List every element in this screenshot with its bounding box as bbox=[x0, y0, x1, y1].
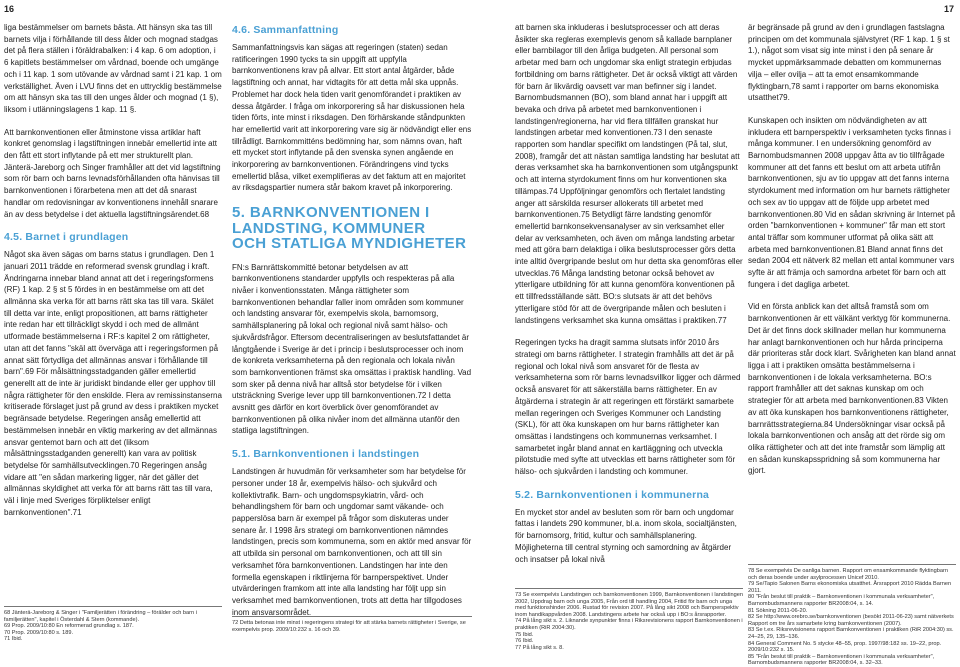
column-2 bbox=[232, 22, 472, 646]
chapter-heading bbox=[232, 205, 472, 252]
body-paragraph: Något ska även sägas om barns status i grundlagen. Den 1 januari 2011 trädde en reformerad svensk grundlag i kraft. Ändringarna innebar bland annat att det i regeringsformens (RF) 1 kap. 2 § st 5 fördes in en bestämmelse om att det allmänna ska verka för att barns rätt ska tas till vara. Skälet till detta var inte, enligt propositionen, att barns rättigheter inte redan har ett tillräckligt skydd i och med de allmänt utformade bestämmelserna i RF:s kapitel 2 om rättigheter, utan att det fanns "skäl att överväga att i regeringsformen på annat sätt förtydliga det allmännas ansvar i förhållande till barn".69 För målsättningsstadganden gäller emellertid generellt att de inte är juridiskt bindande eller ger upphov till några rättigheter för den enskilde. Flera av remissinstanserna kritiserade förslaget just på grund av dess i praktiken mycket begränsade betydelse. Regeringen ansåg emellertid att bestämmelsen innebär en viktig markering av det allmännas ansvar gentemot barn och att det (liksom målsättningsstadganden generellt) kan vara av politisk betydelse för samhällsutvecklingen.70 Regeringen ansåg vidare att "en sådan markering ligger, när det gäller det allmännas skyldighet att verka för att barns rätt tas till vara, väl i linje med Sveriges förpliktelser enligt barnkonventionen".71 bbox=[4, 250, 222, 517]
body-paragraph: Vid en första anblick kan det alltså framstå som om barnkonventionen är ett välkänt verktyg för kommunerna. Det är det finns dock skillnader mellan hur kommunerna har anlagt barnkonventionen och hur hårda principerna där prioriteras står dock klart. Svårigheten kan bland annat ligga i att i praktiken omsätta bestämmelserna i barnkonventionen i de lokala verksamheterna. BO:s rapport framhåller att det saknas kunskap om och strategier för att arbeta med barnkonventionen.83 Vikten av att öka kunskapen hos barnkonventionens rättigheter, barnrättsstrategierna.84 Undersökningar visar också på lokala barnkonventionen och ansåg att det rörde sig om olika rättigheter och att det inte framstår som lämplig att en sådan kunskapsspridning så som kommunerna har gjort. bbox=[748, 302, 956, 476]
footnote: 76 Ibid. bbox=[515, 638, 534, 645]
footnotes bbox=[232, 616, 472, 633]
footnote: 68 Jänterä-Jareborg & Singer i "Familjerätten i förändring – förälder och barn i familjerätten", kapitel i Österdahl & Stern (kommande). bbox=[4, 610, 197, 623]
chapter-heading-line: LANDSTING, KOMMUNER bbox=[232, 219, 426, 237]
footnote: 85 "Från beslut till praktik – Barnkonventionen i kommunala verksamheter", Barnombudsmannens rapporter BR2008:04, s. 32–33. bbox=[748, 653, 935, 667]
body-paragraph: FN:s Barnrättskommitté betonar betydelsen av att barnkonventionens standarder uppfylls och respekteras på alla nivåer i konventionsstaten. Många rättigheter som barnkonventionen behandlar faller inom områden som kommuner och landsting ansvarar för, exempelvis skola, barnomsorg, samhällsplanering på lokal och regional nivå samt hälso- och sjukvårdsfrågor. Eftersom decentraliseringen av beslutsfattandet är långtgående i Sverige är det i princip i beslutsprocesser och inom de konkreta verksamheterna på den regionala och lokala nivån som barnkonventionen främst ska omsättas i praktisk handling. Vad som sker på denna nivå har alltså stor betydelse för i vilken utsträckning Sverige lever upp till barnkonventionen.72 I detta avsnitt ges därför en kort överblick över genomförandet av barnkonventionen på olika nivåer inom det allmänna utanför den statliga lagstiftningen. bbox=[232, 262, 472, 436]
body-paragraph: Landstingen är huvudmän för verksamheter som har betydelse för personer under 18 år, exempelvis hälso- och sjukvård och kollektivtrafik. Barn- och ungdomspsykiatrin, vård- och behandlingshem för barn och ungdomar samt väkande- och papperslösa barn är exempel på frågor som diskuteras under senare år. I 1998 års strategi om barnkonventionen nämndes landstingen, precis som kommunerna, som en aktör med ansvar för att utbilda sin personal om barnkonventionen, och att till sin verksamhet föra barnkonventionen. Landstingen har inte den formella egenskapen i riktlinjerna för barnperspektivet. Under utvärderingen framkom att inte alla landsting har följt upp sin verksamhet med barnkonventionen, trots att detta har tillgodoses inom ansvarsområdet. bbox=[232, 467, 472, 617]
chapter-heading-line: 5. BARNKONVENTIONEN I bbox=[232, 204, 430, 222]
page-number: 16 bbox=[4, 4, 15, 14]
body-paragraph: att barnen ska inkluderas i beslutsprocesser och att deras åsikter ska regleras exemplevis genom så kallade barnplaner eller barnbilagor till den årliga budgeten. All personal som arbetar med barn och ungdomar ska enligt strategin erbjudas fortbildning om barns rättigheter. Det är också viktigt att värden för barn är likvärdig oavsett var man befinner sig i landet. Barnombudsmannen (BO), som bland annat har i uppgift att bevaka och driva på arbetet med barnkonventionen i landstingen/regionerna, har vid flera tillfällen granskat hur landstingen arbetar med konventionen.73 I den senaste rapporten som handlar specifikt om landstingen (På tal, slut, 2008), framgår det att nästan samtliga landsting har beslutat att deras verksamhet ska ha barnkonventionen som utgångspunkt och att interna styrdokument finns om hur konventionen ska tillämpas.74 Uppföljningar genomförs och flertalet landsting anger att särskilda resurser allokerats till arbetet med barnkonventionen.75 Betydligt färre landsting genomför emellertid barnkonsekvensanalyser av sin verksamhet eller delar av verksamheten, och även om många landsting arbetar med att göra barn delaktiga i olika beslutsprocesser görs detta inte alltid övergripande beslut om hur detta ska genomföras eller utvecklas.76 Många landsting betonar också behovet av ytterligare utbildning för att kunna genomföra konventionen på ett tillfredsställande sätt. BO:s slutsats är att det behövs ytterligare stöd för att de övergripande målen och besluten i landstingens verksamhet ska kunna omsättas i praktiken.77 bbox=[515, 23, 743, 325]
footnotes bbox=[4, 606, 222, 643]
body-paragraph: Kunskapen och insikten om nödvändigheten av att inkludera ett barnperspektiv i verksamheten tycks finnas i många kommuner. I en undersökning genomförd av Barnombudsmannen 2008 uppgav åtta av tio tillfrågade kommuner att det fanns ett beslut om att arbeta utifrån barnkonventionen, sju av tio uppgav att det fanns interna styrdokument med information om hur barnets rättigheter och sex av tio uppgav att de följde upp arbetet med barnkonventionen.80 Vid en sådan skrivning är Internet på orden "barnkonventionen + kommuner" får man ett stort antal träffar som kommuner utformat på olika sätt att arbeta med barnkonventionen.81 Bland annat finns det sedan 2004 ett nätverk 82 mellan ett antal kommuner vars syfte är att främja och samordna arbetet för barn och att fungera i det dagliga arbetet. bbox=[748, 115, 956, 289]
body-paragraph: Att barnkonventionen eller åtminstone vissa artiklar haft konkret genomslag i lagstiftningen innebär emellertid inte att den fått ett stort inflytande på ett mer strukturellt plan. Jänterä-Jareborg och Singer framhåller att det vid lagstiftning som rör barn och barns levnadsförhållanden ofta hänvisas till barnkonventionen i förarbetena men att det då snarast handlar om redovisningar av konventionens innehåll snarare än av dess betydelse i det aktuella lagstiftningsärendet.68 bbox=[4, 127, 221, 219]
footnote: 79 Se/Tapio Salonen Barns ekonomiska utsatthet. Årsrapport 2010 Rädda Barnen 2011. bbox=[748, 581, 952, 594]
body-paragraph: är begränsade på grund av den i grundlagen fastslagna principen om det kommunala självstyret (RF 1 kap. 1 § st 1.), något som visat sig inte minst i den på senare år mycket uppmärksammade debatten om kommunernas vilja – eller ovilja – att ta emot ensamkommande flyktingbarn,78 samt i rapporter om barns ekonomiska utsatthet79. bbox=[748, 23, 950, 103]
column-4 bbox=[748, 22, 956, 646]
body-paragraph: Sammanfattningsvis kan sägas att regeringen (staten) sedan ratificeringen 1990 tycks ta sin uppgift att uppfylla barnkonventionens krav på allvar. Ett stort antal åtgärder, både lagstiftning och annat, har vidtagits för att detta mål ska uppnås. Problemet har dock hela tiden varit genomförandet i praktiken av dessa åtgärder. I fråga om inkorporering så har diskussionen hela tiden förts, inte minst i riksdagen. Den förhärskande ståndpunkten har emellertid varit att inkorporering vare sig är nödvändigt eller ens tillrådligt. Barnkommitténs bedömning har, som nämns ovan, haft ett mycket stort inflytande på den svenska synen angående en inkorporering av barnkonventionen. Förändringens vind tycks emellertid blåsa, vilket exemplifieras av det faktum att en majoritet av riksdagspartier numera står bakom kravet på inkorporering. bbox=[232, 43, 472, 193]
section-heading: 5.2. Barnkonventionen i kommunerna bbox=[515, 488, 710, 501]
section-heading: 4.5. Barnet i grundlagen bbox=[4, 231, 129, 244]
footnote: 72 Detta betonas inte minst i regeringens strategi för att stärka barnets rättigheter i Sverige, se exempelvis prop. 2009/10:232 s. 16 och 39. bbox=[232, 620, 466, 633]
section-heading: 4.6. Sammanfattning bbox=[232, 24, 339, 36]
footnote: 80 "Från beslut till praktik – Barnkonventionen i kommunala verksamheter", Barnombudsmannens rapporter BR2008:04, s. 14. bbox=[748, 594, 935, 607]
column-1 bbox=[4, 22, 222, 646]
page-number: 17 bbox=[943, 4, 954, 14]
footnote: 71 Ibid. bbox=[4, 636, 23, 643]
left-page bbox=[0, 0, 480, 650]
footnote: 83 Se t.ex. Riksrevisionens rapport Barnkonventionen i praktiken (RiR 2004:30) ss. 24–25, 29, 135–136. bbox=[748, 627, 954, 640]
footnote: 74 På lång sikt s. 2. Liknande synpunkter finns i Riksrevisionens rapport Barnkonventionen i praktiken (RiR 2004:30). bbox=[515, 618, 743, 631]
section-heading: 5.1. Barnkonventionen i landstingen bbox=[232, 448, 420, 461]
footnote: 75 Ibid. bbox=[515, 631, 534, 638]
footnote: 78 Se exempelvis De oanliga barnen. Rapport om ensamkommande flyktingbarn och deras boende under asylprocessen Unicef 2010. bbox=[748, 568, 948, 581]
footnote: 81 Sökning 2011-06-20. bbox=[748, 607, 808, 614]
column-3 bbox=[515, 22, 743, 646]
footnote: 77 På lång sikt s. 8. bbox=[515, 644, 564, 651]
body-paragraph: En mycket stor andel av besluten som rör barn och ungdomar fattas i landets 290 kommuner, bl.a. inom skola, socialtjänsten, för barnomsorg, fritid, kultur och samhällsplanering. Möjligheterna till central styrning och samordning av åtgärder och insatser på lokal nivå bbox=[515, 507, 737, 564]
footnotes bbox=[515, 588, 743, 651]
footnote: 73 Se exempelvis Landstingen och barnkonventionen 1999, Barnkonventionen i landstingen 2002, Uppdrag barn och unga 2005, Från ord till handling 2004, Fritid för barn och unga med funktionshinder 2006. Rustad för revision 2007. På lång sikt 2008 och Barnperspektiv inom handikappvården 2008. Landstingens arbete har också upp i BO:s årsrapporter. bbox=[515, 592, 743, 618]
chapter-heading-line: OCH STATLIGA MYNDIGHETER bbox=[232, 235, 467, 253]
body-paragraph: Regeringen tycks ha dragit samma slutsats inför 2010 års strategi om barns rättigheter. I strategin framhålls att det är på regional och lokal nivå som ansvaret för de flesta av verksamheterna som rör barns levnadsvillkor ligger och därmed också ansvaret för att säkerställa barns rättigheter. En av åtgärderna i strategin är att regeringen ett förstärkt samarbete mellan regeringen och Sveriges Kommuner och Landsting (SKL), för att öka kunskapen om hur barns rättigheter kan omsättas i landstingens och kommunernas verksamhet. I samarbetet ingår bland annat en kartläggning och utveckla pilotstudie med syfte att utvecklas ett barns rättigheter som för hälso- och sjukvården i landsting och kommuner. bbox=[515, 338, 741, 477]
footnote: 82 Se http://www.orebro.se/barnkonventionen (besökt 2011-06-23) samt nätverkets Rapport om tre års samarbete kring barnkonventionen (2007). bbox=[748, 614, 954, 627]
body-paragraph: liga bestämmelser om barnets bästa. Att hänsyn ska tas till barnets vilja i förhållande till dess ålder och mognad stadgas det på flera ställen i föräldrabalken: i 4 kap. 6 om adoption, i 6 kapitlets bestämmelser om vårdnad, boende och umgänge och i 11 kap. 1 som utövande av vårdnad samt i 21 kap. 1 om verkställighet. Även i LVU finns det en uttrycklig bestämmelse om att hänsyn ska tas till den unges ålder och mognad (1 §), liksom i utlänningslagens 1 kap. 11 §. bbox=[4, 23, 222, 114]
footnote: 70 Prop. 2009/10:80 s. 189. bbox=[4, 629, 74, 636]
footnotes bbox=[748, 564, 956, 667]
footnote: 84 General Comment No. 5 styckе 48–55, prop. 1997/98:182 ss. 19–22, prop. 2009/10:232 s. 15. bbox=[748, 640, 942, 654]
footnote: 69 Prop. 2009/10:80 En reformerad grundlag s. 187. bbox=[4, 623, 134, 630]
